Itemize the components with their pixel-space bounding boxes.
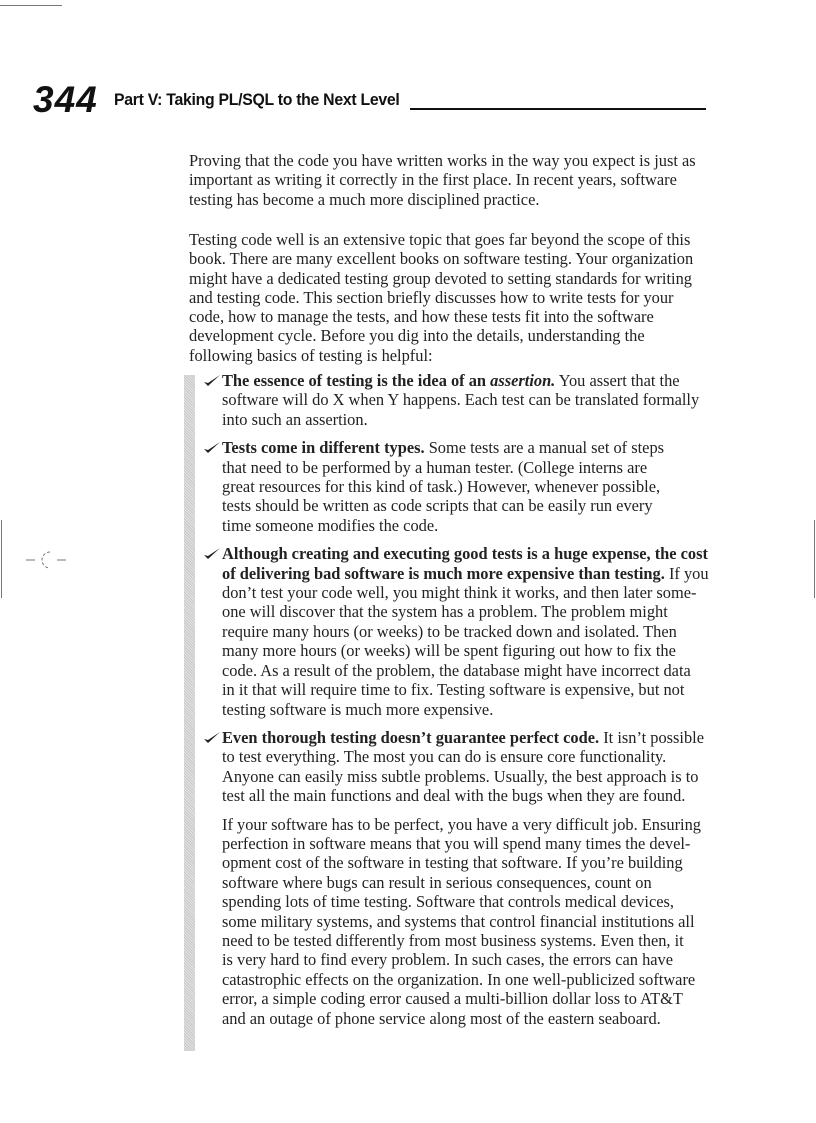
page-number: 344 bbox=[33, 79, 98, 120]
bullet-item-test-types bbox=[203, 438, 713, 535]
text-line: and testing code. This section briefly discusses how to write tests for your bbox=[189, 287, 674, 307]
text-line: error, a simple coding error caused a multi-billion dollar loss to AT&T bbox=[222, 989, 683, 1009]
checkmark-icon bbox=[203, 729, 221, 747]
text-line: development cycle. Before you dig into the details, understanding the bbox=[189, 326, 645, 346]
bullet-item-cost bbox=[203, 544, 713, 719]
text-line: Testing code well is an extensive topic that goes far beyond the scope of this bbox=[189, 230, 691, 249]
checkmark-icon bbox=[203, 545, 221, 563]
text-line: important as writing it correctly in the first place. In recent years, software bbox=[189, 170, 677, 190]
bullet-lead: of delivering bad software is much more expensive than testing. bbox=[222, 563, 665, 583]
text-run: Some tests are a manual set of steps bbox=[424, 438, 665, 458]
bullet-list bbox=[203, 371, 713, 1028]
text-line: great resources for this kind of task.) However, whenever possible, bbox=[222, 477, 661, 497]
text-run: If you bbox=[664, 563, 709, 583]
bullet-lead: Tests come in different types. bbox=[222, 438, 425, 458]
crop-mark-left bbox=[1, 520, 2, 598]
text-line: catastrophic effects on the organization. In one well-publicized software bbox=[222, 969, 696, 989]
text-line: need to be tested differently from most business systems. Even then, it bbox=[222, 930, 684, 950]
bullet-continuation-paragraph bbox=[203, 815, 713, 1028]
text-line: don’t test your code well, you might think it works, and then later some- bbox=[222, 583, 697, 603]
text-line: test all the main functions and deal with the bugs when they are found. bbox=[222, 786, 686, 806]
intro-paragraph-2 bbox=[189, 230, 709, 365]
text-line: code. As a result of the problem, the database might have incorrect data bbox=[222, 660, 691, 680]
text-line: opment cost of the software in testing that software. If you’re building bbox=[222, 853, 683, 873]
text-line: into such an assertion. bbox=[222, 409, 368, 429]
text-line: spending lots of time testing. Software that controls medical devices, bbox=[222, 892, 675, 912]
text-line: Proving that the code you have written works in the way you expect is just as bbox=[189, 151, 696, 170]
text-line: and an outage of phone service along most of the eastern seaboard. bbox=[222, 1008, 661, 1028]
bullet-lead: Even thorough testing doesn’t guarantee perfect code. bbox=[222, 727, 600, 747]
text-line: one will discover that the system has a problem. The problem might bbox=[222, 602, 668, 622]
text-line: software where bugs can result in serious consequences, count on bbox=[222, 872, 652, 892]
text-line: might have a dedicated testing group devoted to setting standards for writing bbox=[189, 268, 692, 288]
text-line: in it that will require time to fix. Testing software is expensive, but not bbox=[222, 680, 685, 700]
text-line: time someone modifies the code. bbox=[222, 515, 439, 535]
registration-mark-icon bbox=[26, 549, 66, 571]
text-line: that need to be performed by a human tester. (College interns are bbox=[222, 457, 648, 477]
text-line: tests should be written as code scripts that can be easily run every bbox=[222, 496, 653, 516]
text-line: testing has become a much more disciplined practice. bbox=[189, 189, 540, 209]
bullet-lead: Although creating and executing good tests is a huge expense, the cost bbox=[222, 544, 708, 564]
checkmark-icon bbox=[203, 372, 221, 390]
bullet-lead-emphasis: assertion. bbox=[490, 371, 556, 390]
text-run: It isn’t possible bbox=[599, 727, 704, 747]
text-line: If your software has to be perfect, you have a very difficult job. Ensuring bbox=[222, 814, 701, 834]
text-run: You assert that the bbox=[555, 371, 680, 390]
text-line: many more hours (or weeks) will be spent figuring out how to fix the bbox=[222, 641, 676, 661]
bullet-item-thorough-testing bbox=[203, 728, 713, 806]
text-line: Anyone can easily miss subtle problems. Usually, the best approach is to bbox=[222, 766, 699, 786]
text-line: perfection in software means that you will spend many times the devel- bbox=[222, 833, 691, 853]
text-line: following basics of testing is helpful: bbox=[189, 345, 433, 365]
text-line: software will do X when Y happens. Each test can be translated formally bbox=[222, 390, 700, 410]
text-line: is very hard to find every problem. In such cases, the errors can have bbox=[222, 950, 674, 970]
text-line: require many hours (or weeks) to be tracked down and isolated. Then bbox=[222, 621, 677, 641]
header-rule bbox=[410, 108, 706, 110]
bullet-item-assertion bbox=[203, 371, 713, 429]
checkmark-icon bbox=[203, 439, 221, 457]
crop-mark-top bbox=[0, 5, 62, 6]
text-line: book. There are many excellent books on software testing. Your organization bbox=[189, 249, 694, 269]
crop-mark-right bbox=[814, 520, 815, 598]
text-line: code, how to manage the tests, and how these tests fit into the software bbox=[189, 307, 654, 327]
bullet-lead: The essence of testing is the idea of an bbox=[222, 371, 491, 390]
running-title: Part V: Taking PL/SQL to the Next Level bbox=[114, 90, 400, 109]
text-line: to test everything. The most you can do is ensure core functionality. bbox=[222, 747, 667, 767]
bullet-sidebar-bar bbox=[184, 375, 195, 1051]
intro-paragraph-1 bbox=[189, 151, 709, 209]
text-line: testing software is much more expensive. bbox=[222, 699, 494, 719]
text-line: some military systems, and systems that control financial institutions all bbox=[222, 911, 695, 931]
